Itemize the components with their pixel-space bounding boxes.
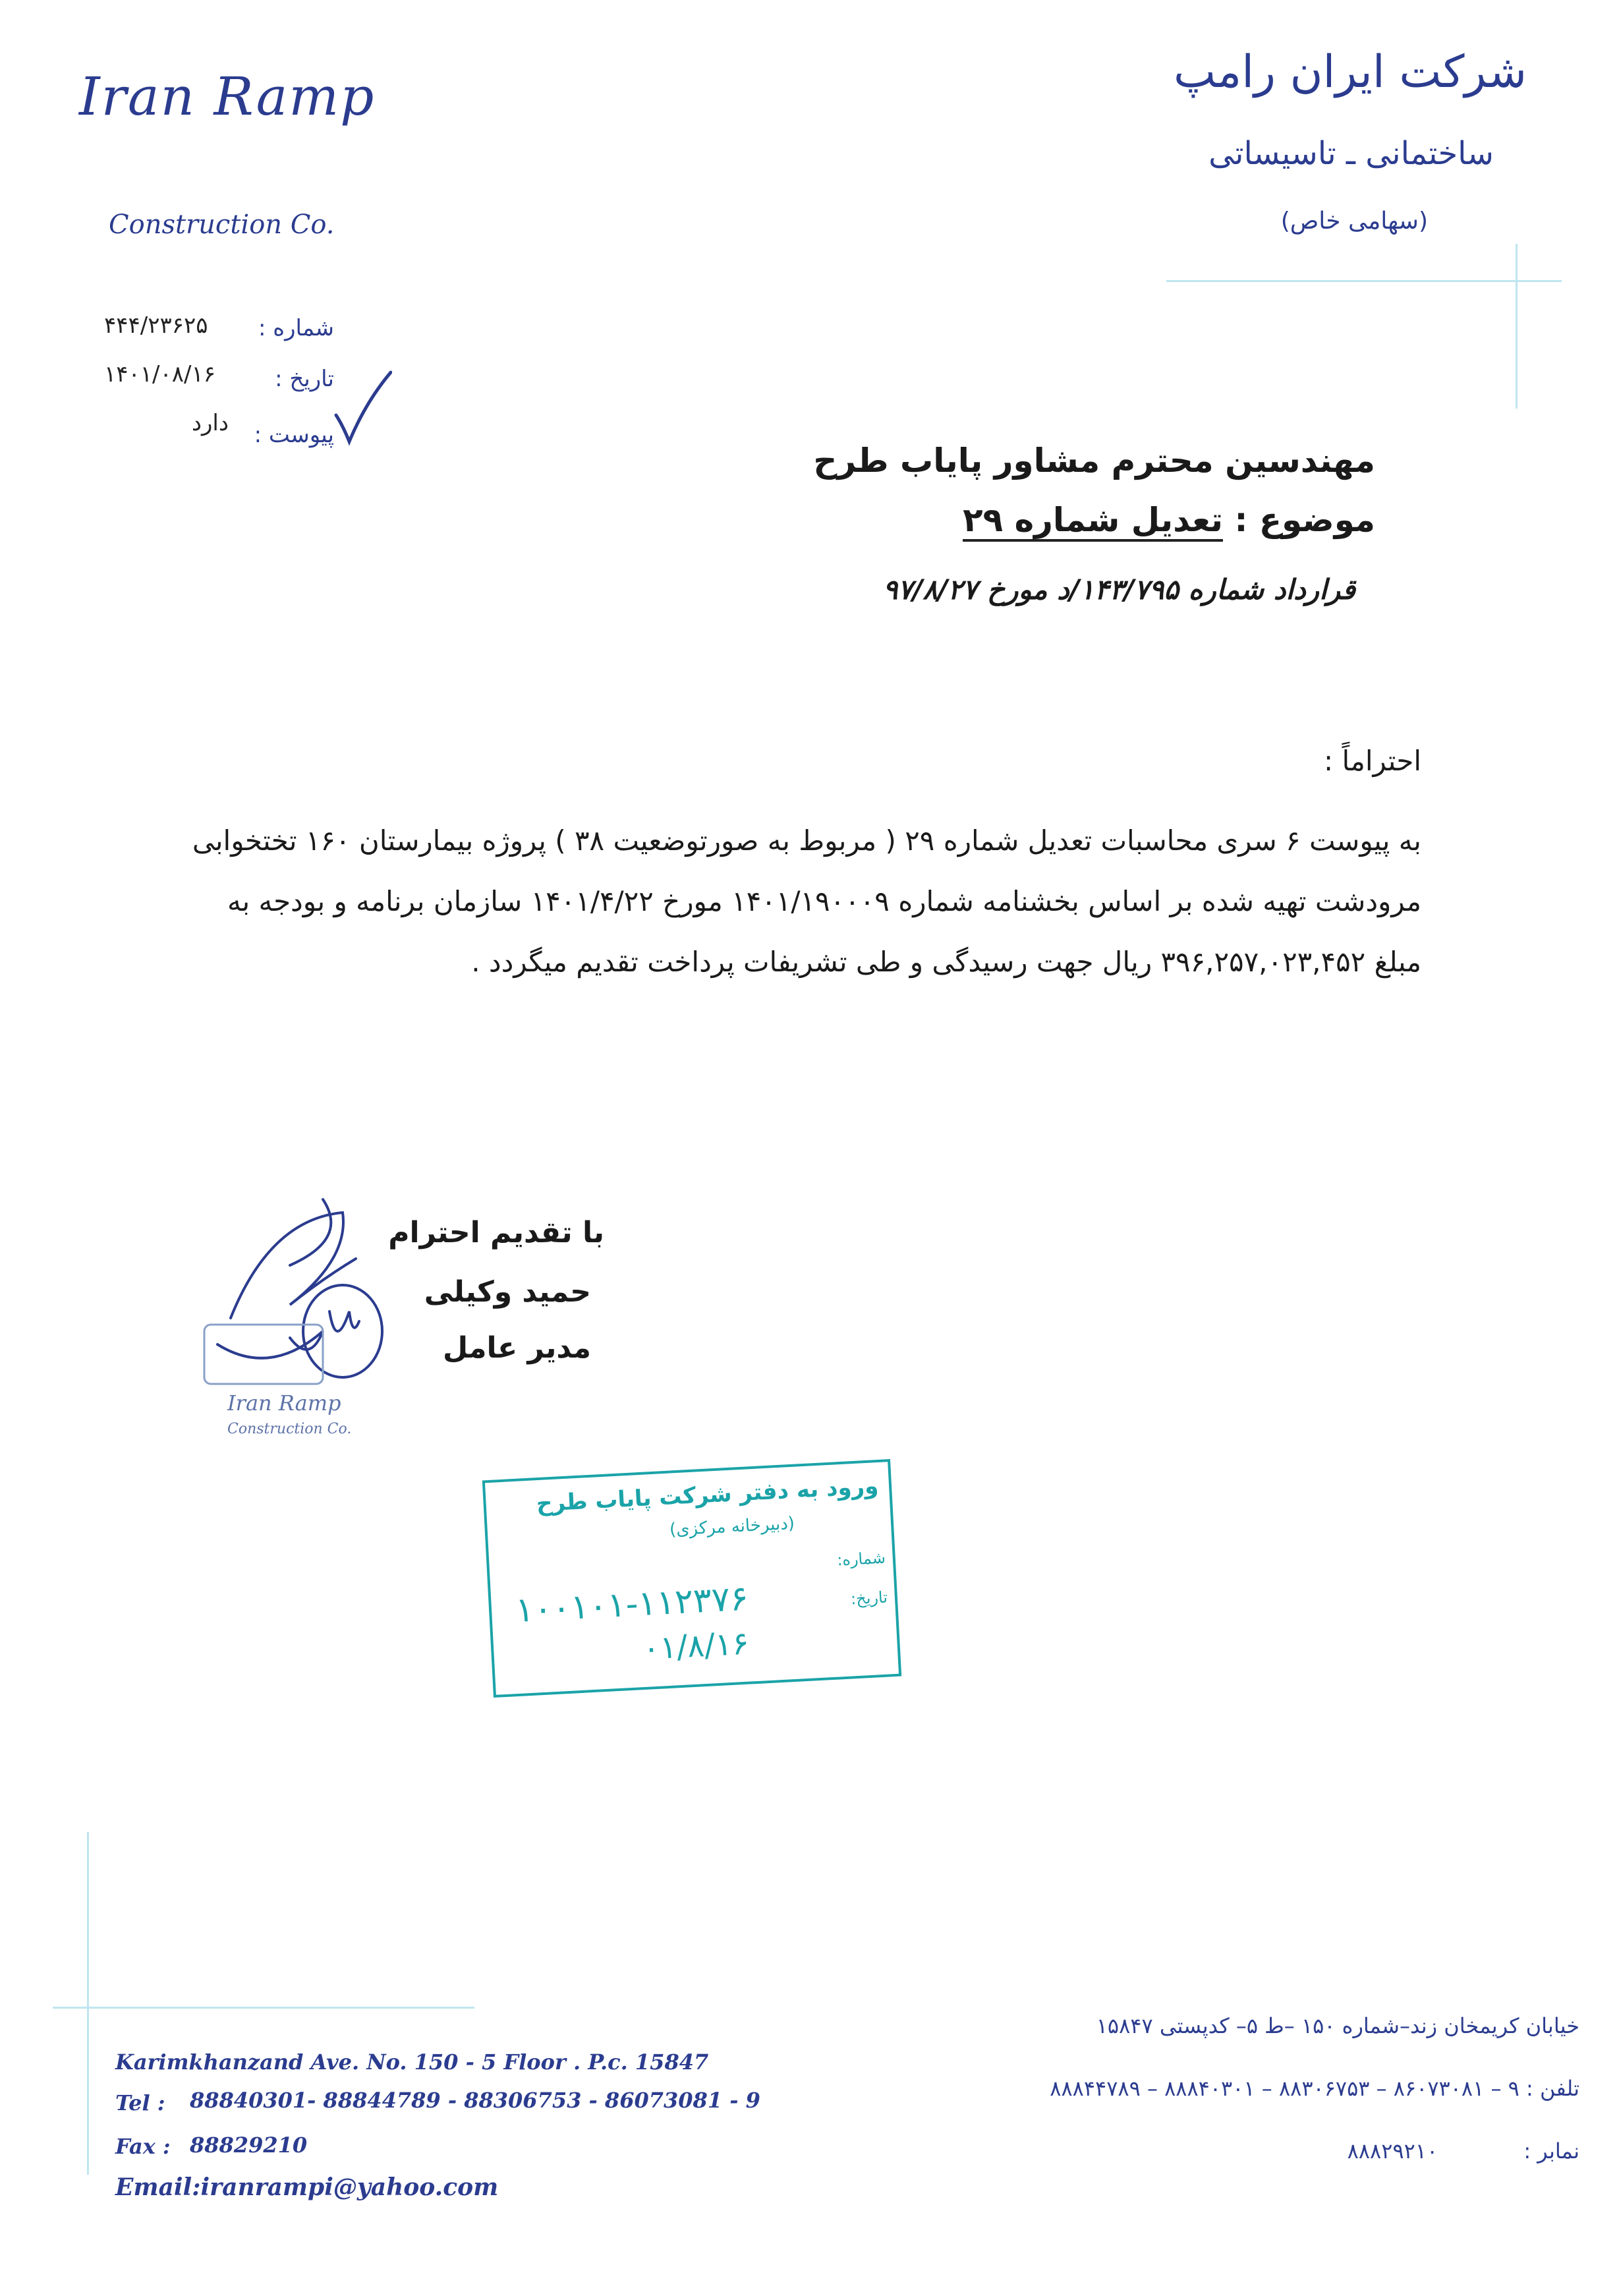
subject-line (963, 501, 1375, 539)
company-name-fa: شرکت ایران رامپ (1174, 46, 1527, 98)
footer-divider-vertical (87, 1832, 89, 2175)
footer-address-en: Karimkhanzand Ave. No. 150 - 5 Floor . P.c. 15847 (115, 2050, 709, 2075)
meta-date-value: ۱۴۰۱/۰۸/۱۶ (104, 361, 216, 387)
received-stamp (482, 1459, 901, 1698)
stamp-date-label: تاریخ: (850, 1588, 888, 1609)
seal-text-2: Construction Co. (227, 1421, 352, 1437)
meta-attachment-label: پیوست : (254, 422, 334, 448)
subject-label: موضوع : (1234, 501, 1375, 539)
letter-body: به پیوست ۶ سری محاسبات تعدیل شماره ۲۹ ( مربوط به صورتوضعیت ۳۸ ) پروژه بیمارستان ۱۶۰ تختخوابی مرودشت تهیه شده بر اساس بخشنامه شماره ۱۴۰۱/۱۹۰۰۰۹ مورخ ۱۴۰۱/۴/۲۲ سازمان برنامه و بودجه به مبلغ ۳۹۶,۲۵۷,۰۲۳,۴۵۲ ریال جهت رسیدگی و طی تشریفات پرداخت تقدیم میگردد . (192, 824, 1421, 978)
stamp-date-value: ۰۱/۸/۱۶ (642, 1624, 750, 1668)
signer-name: حمید وکیلی (424, 1275, 591, 1309)
footer-tel-label: Tel : (115, 2090, 165, 2115)
header-divider-vertical (1516, 244, 1518, 409)
footer-fax-label: Fax : (115, 2134, 171, 2159)
stamp-title: ورود به دفتر شرکت پایاب طرح (535, 1473, 880, 1518)
meta-number-label: شماره : (258, 315, 334, 341)
footer-email: Email:iranrampi@yahoo.com (115, 2173, 499, 2201)
footer-fax-fa (1348, 2138, 1579, 2164)
footer-tel-fa-value: ۹ – ۸۶۰۷۳۰۸۱ – ۸۸۳۰۶۷۵۳ – ۸۸۸۴۰۳۰۱ – ۸۸۸۴۴۷۸۹ (1050, 2076, 1520, 2101)
header-divider (1166, 280, 1562, 282)
signer-title: مدیر عامل (443, 1331, 591, 1365)
seal-text-1: Iran Ramp (227, 1391, 341, 1416)
checkmark-icon (333, 369, 392, 448)
footer-divider (53, 2007, 474, 2009)
greeting: احتراماً : (1324, 745, 1421, 777)
company-subtitle-en: Construction Co. (109, 210, 335, 240)
meta-number-value: ۴۴۴/۲۳۶۲۵ (104, 312, 208, 339)
footer-tel-fa (1050, 2076, 1579, 2101)
company-share-fa: (سهامی خاص) (1280, 208, 1428, 235)
footer-fax-fa-label: نمابر : (1523, 2138, 1579, 2164)
footer-fax-fa-value: ۸۸۸۲۹۲۱۰ (1347, 2138, 1438, 2164)
addressee: مهندسین محترم مشاور پایاب طرح (813, 442, 1375, 480)
company-type-fa: ساختمانی ـ تاسیساتی (1208, 135, 1494, 172)
contract-reference: قرارداد شماره ۱۴۳/۷۹۵/د مورخ ۹۷/۸/۲۷ (882, 573, 1355, 606)
footer-address-fa: خیابان کریمخان زند–شماره ۱۵۰ –ط ۵– کدپستی ۱۵۸۴۷ (1096, 2013, 1579, 2038)
footer-fax-value: 88829210 (190, 2133, 308, 2158)
footer-tel-fa-label: تلفن : (1526, 2076, 1579, 2101)
stamp-number-value: ۱۰۰۱۰۱-۱۱۲۳۷۶ (514, 1578, 750, 1631)
footer-tel-value: 88840301- 88844789 - 88306753 - 86073081 - 9 (190, 2088, 760, 2113)
meta-attachment-value: دارد (191, 410, 229, 436)
stamp-subtitle: (دبیرخانه مرکزی) (669, 1513, 795, 1540)
company-logo-en: Iran Ramp (79, 66, 376, 127)
stamp-number-label: شماره: (836, 1548, 886, 1570)
meta-date-label: تاریخ : (275, 366, 334, 392)
closing-phrase: با تقدیم احترام (388, 1216, 604, 1249)
subject-value: تعدیل شماره ۲۹ (963, 501, 1223, 542)
